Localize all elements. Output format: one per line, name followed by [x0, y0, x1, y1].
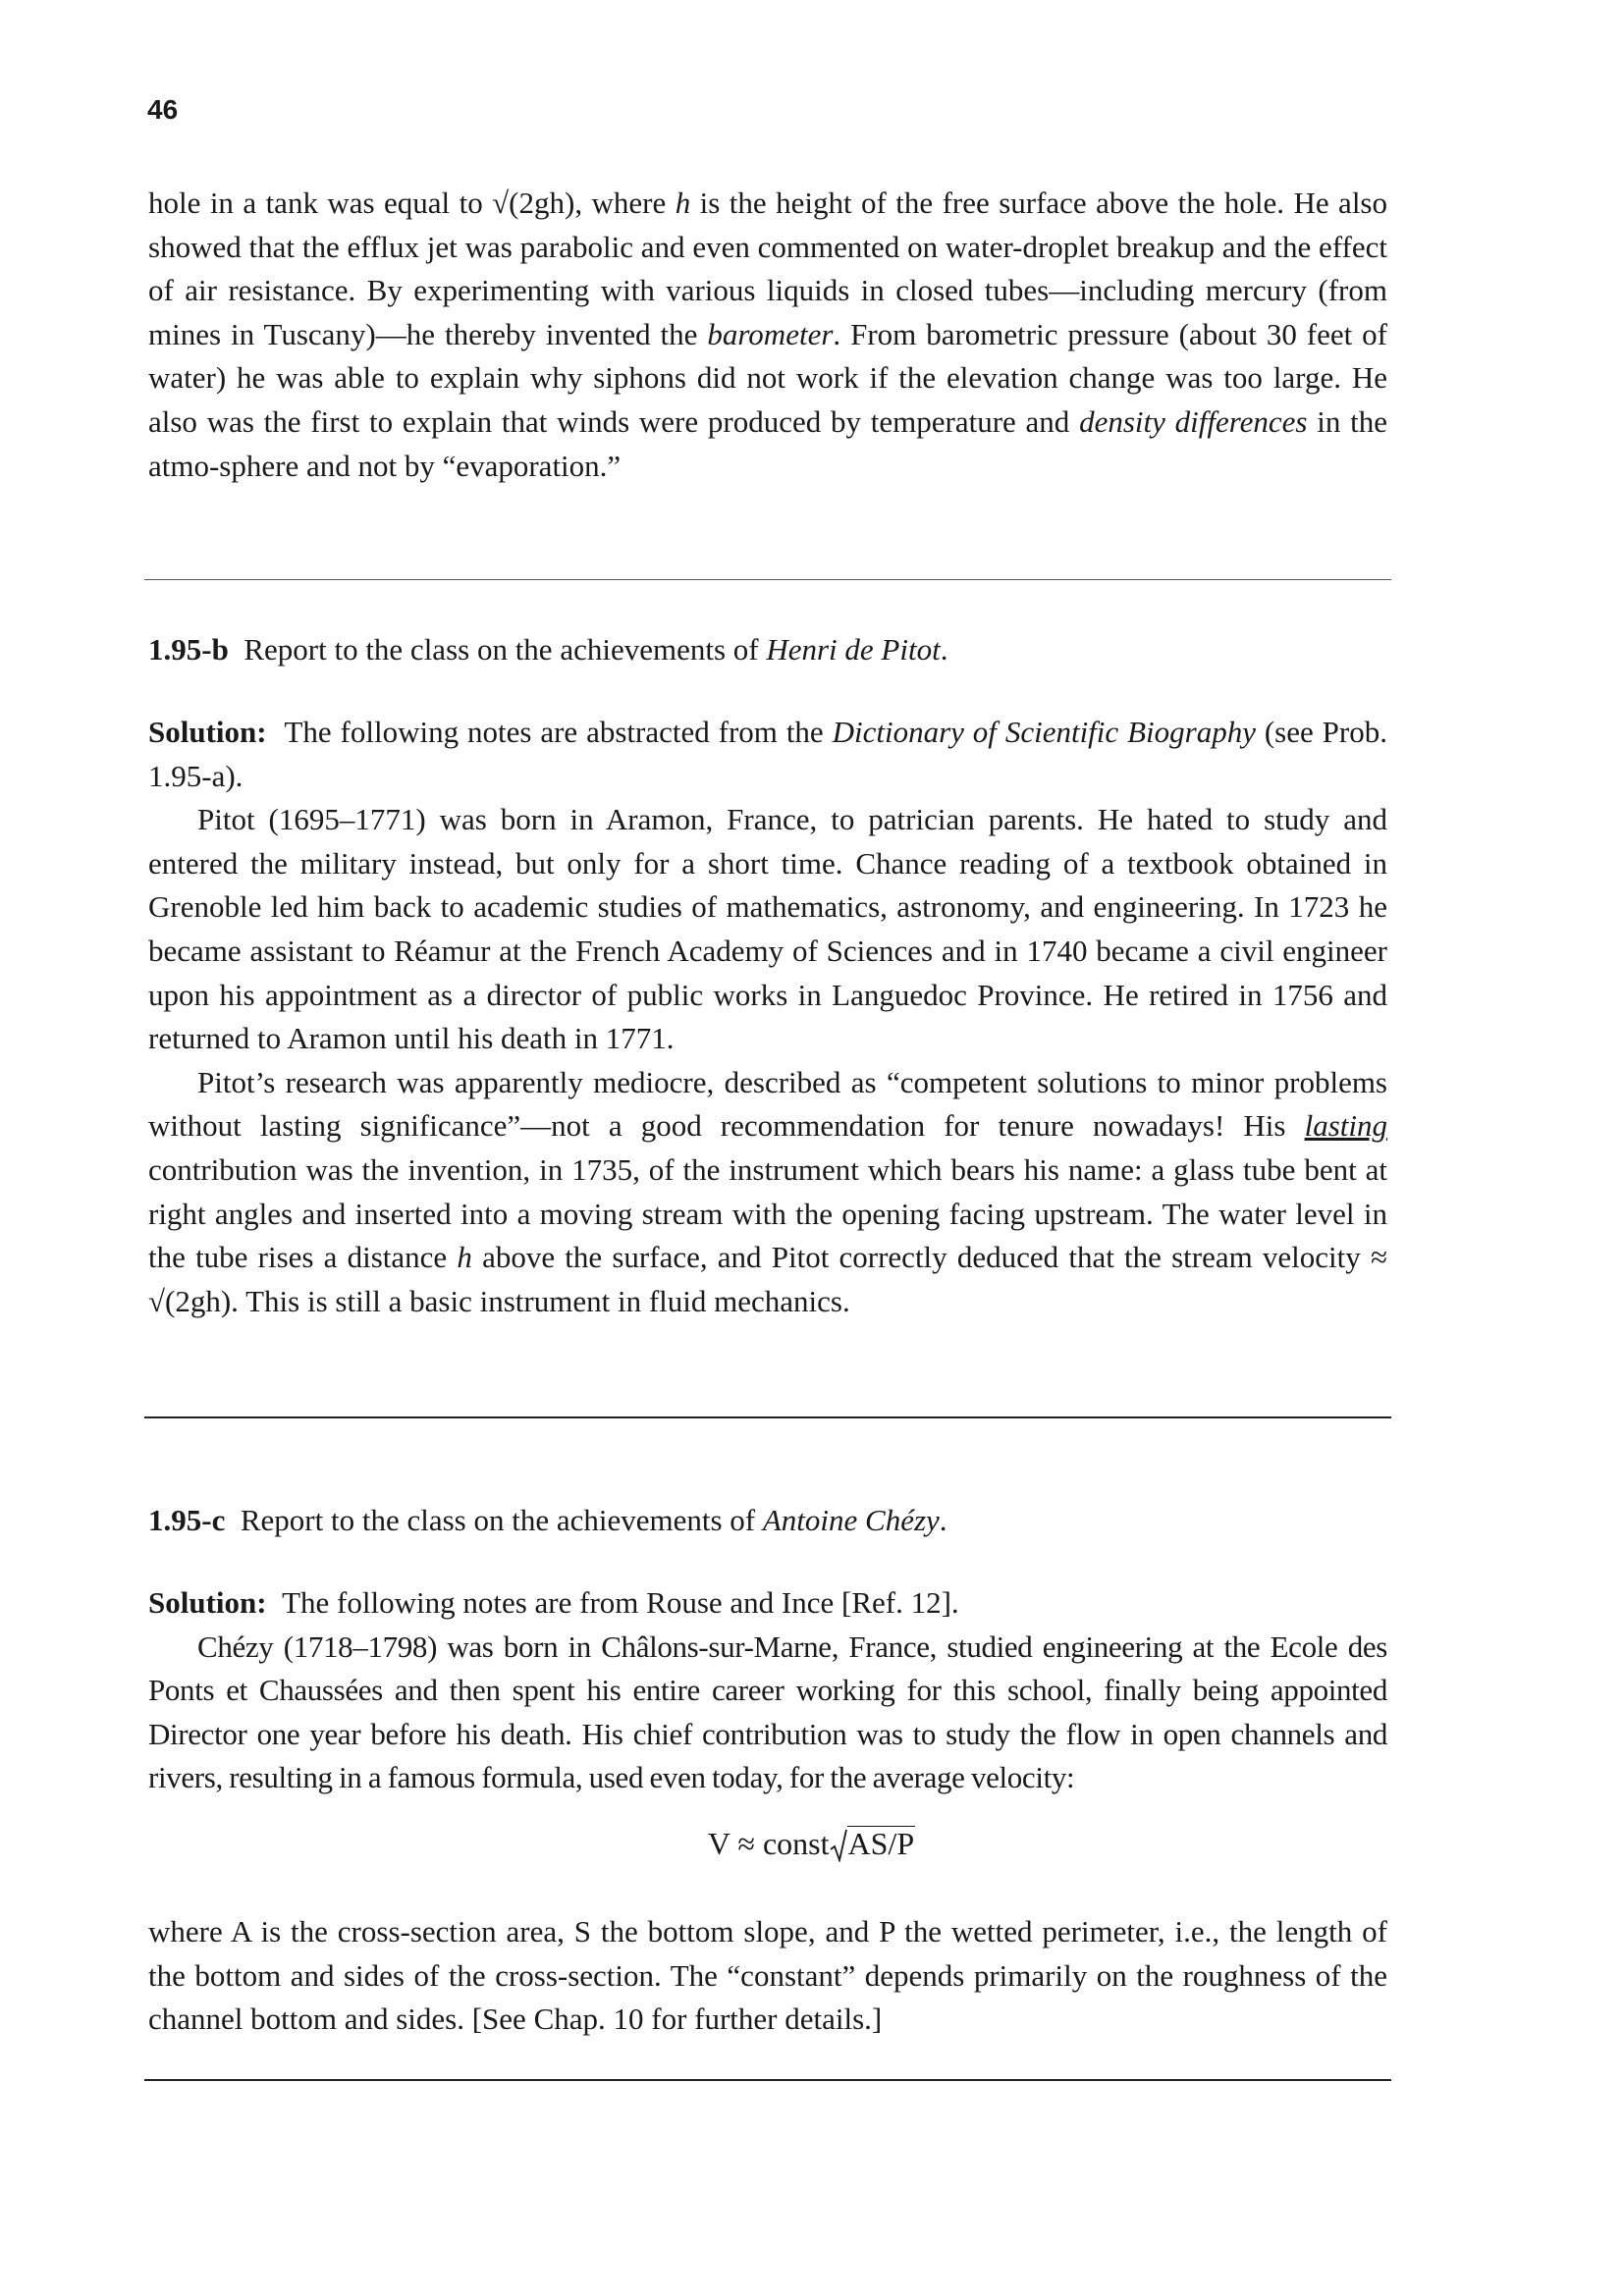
solution-source-title: Dictionary of Scientific Biography — [832, 715, 1256, 749]
section-divider-3 — [144, 2079, 1391, 2081]
formula-radicand: AS/P — [847, 1826, 915, 1861]
chezy-biography-paragraph: Chézy (1718–1798) was born in Châlons-sur-Marne, France, studied engineering at the Ecole des Ponts et Chaussées and then spent his entire career working for this school, finally being appointed Director one year before his death. His chief contribution was to study the flow in open channels and rivers, resulting in a famous formula, used even today, for the average velocity: — [148, 1629, 1387, 1795]
solution-intro-b-2: (see Prob. 1.95-a). — [148, 715, 1387, 793]
formula-lhs: V ≈ const — [707, 1826, 830, 1861]
problem-subject-c: Antoine Chézy — [762, 1503, 940, 1537]
chezy-definitions-paragraph: where A is the cross-section area, S the bottom slope, and P the wetted perimeter, i.e., the length of the bottom and sides of the cross-section. The “constant” depends primarily on the roughness of the channel bottom and sides. [See Chap. 10 for further details.] — [148, 1914, 1387, 2037]
problem-end-c: . — [939, 1503, 947, 1537]
solution-label-c: Solution: — [148, 1585, 267, 1620]
problem-label-b: 1.95-b — [148, 632, 229, 667]
solution-1-95-b — [148, 711, 1387, 1323]
pitot-research-paragraph — [148, 1061, 1387, 1324]
problem-label-c: 1.95-c — [148, 1503, 226, 1537]
square-root-icon — [830, 1829, 847, 1862]
page-number: 46 — [147, 94, 179, 125]
pitot-biography-paragraph: Pitot (1695–1771) was born in Aramon, France, to patrician parents. He hated to study and entered the military instead, but only for a short time. Chance reading of a textbook obtained in Grenoble led him back to academic studies of mathematics, astronomy, and engineering. In 1723 he became assistant to Réamur at the French Academy of Sciences and in 1740 became a civil engineer upon his appointment as a director of public works in Languedoc Province. He retired in 1756 and returned to Aramon until his death in 1771. — [148, 802, 1387, 1056]
solution-intro-b-1: The following notes are abstracted from the — [284, 715, 833, 749]
problem-subject-b: Henri de Pitot — [766, 632, 941, 667]
solution-label-b: Solution: — [148, 715, 267, 749]
intro-density-differences: density differences — [1079, 403, 1308, 439]
intro-barometer: barometer — [707, 316, 834, 351]
chezy-formula — [0, 1826, 1623, 1862]
pitot-research-text-2: contribution was the invention, in 1735, of the instrument which bears his name: a glass tube bent at right angles and inserted into a moving stream with the opening facing upstream. The water level in the tube rises a distance — [148, 1151, 1387, 1275]
section-divider-1 — [144, 579, 1391, 580]
intro-text-4: in the atmo-sphere and not by “evaporation.” — [148, 403, 1387, 483]
intro-text-2: is the height of the free surface above the hole. He also showed that the efflux jet was parabolic and even commented on water-droplet breakup and the effect of air resistance. By experimenting with various liquids in closed tubes—including mercury (from mines in Tuscany)—he thereby invented the — [148, 186, 1387, 351]
problem-question-b: Report to the class on the achievements of — [243, 632, 767, 667]
pitot-lasting-emphasis: lasting — [1304, 1108, 1387, 1144]
intro-paragraph — [148, 182, 1387, 488]
intro-var-h: h — [675, 186, 691, 220]
intro-text-3: . From barometric pressure (about 30 feet of water) he was able to explain why siphons did not work if the elevation change was too large. He also was the first to explain that winds were produced by temperature and — [148, 316, 1387, 439]
solution-intro-c: The following notes are from Rouse and Ince [Ref. 12]. — [282, 1585, 959, 1620]
section-divider-2 — [144, 1416, 1391, 1418]
problem-end-b: . — [940, 632, 948, 667]
chezy-definitions — [148, 1910, 1387, 2042]
problem-1-95-c — [148, 1499, 1387, 1543]
solution-1-95-c — [148, 1581, 1387, 1800]
pitot-var-h: h — [457, 1240, 472, 1275]
problem-question-c: Report to the class on the achievements of — [240, 1503, 763, 1537]
intro-text-1: hole in a tank was equal to √(2gh), where — [148, 186, 676, 220]
problem-1-95-b — [148, 628, 1387, 672]
pitot-research-text-1: Pitot’s research was apparently mediocre, described as “competent solutions to minor problems without lasting significance”—not a good recommendation for tenure nowadays! His — [148, 1064, 1387, 1144]
pitot-research-text-3: above the surface, and Pitot correctly deduced that the stream velocity ≈ √(2gh). This is still a basic instrument in fluid mechanics. — [148, 1240, 1387, 1318]
